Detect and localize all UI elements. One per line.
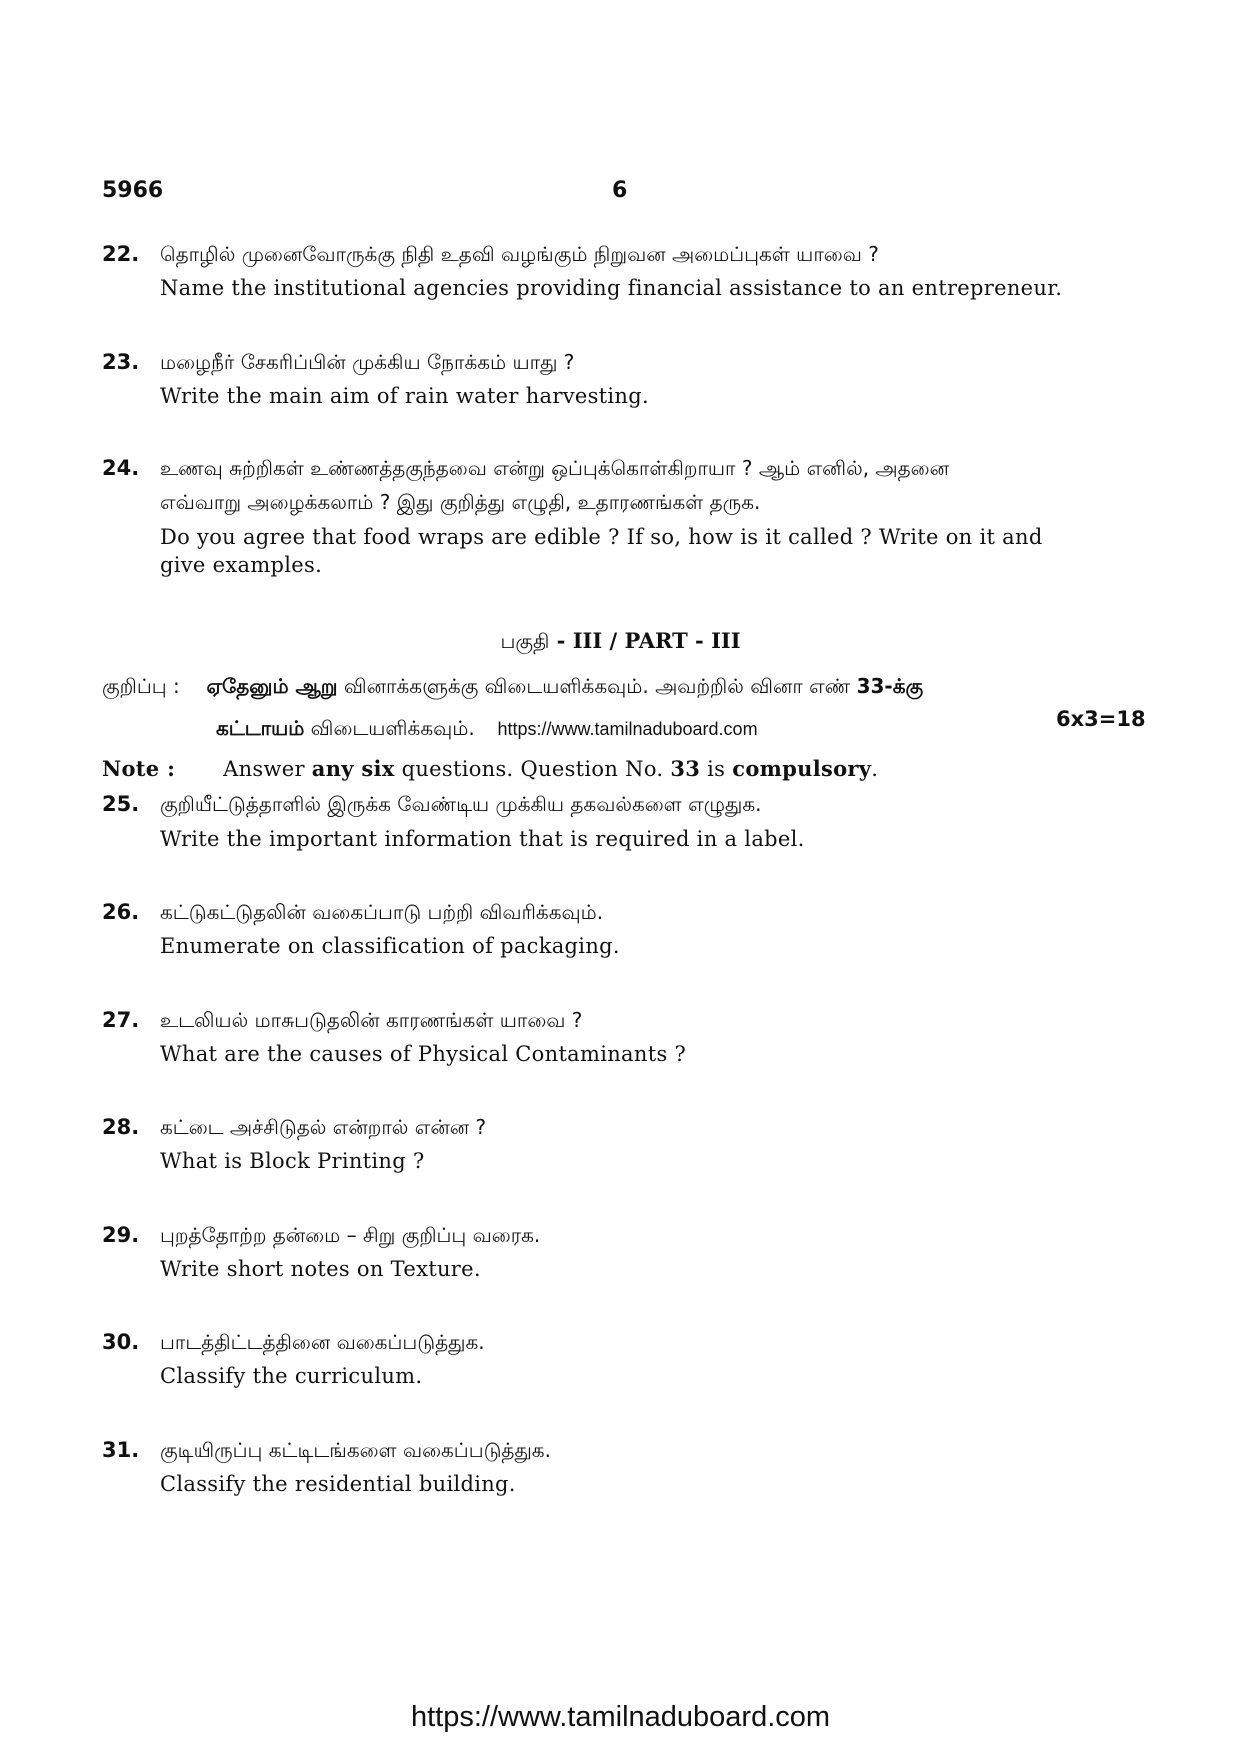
question-number: 26. <box>102 900 140 924</box>
note-text: questions. Question No. <box>394 757 671 781</box>
note-emphasis: compulsory <box>732 756 872 781</box>
note-tamil-text: விடையளிக்கவும். <box>304 716 475 740</box>
question-tamil: தொழில் முனைவோருக்கு நிதி உதவி வழங்கும் நிறுவன அமைப்புகள் யாவை ? <box>160 242 879 266</box>
question-tamil: புறத்தோற்ற தன்மை – சிறு குறிப்பு வரைக. <box>160 1223 541 1247</box>
note-text: is <box>700 757 733 781</box>
question-number: 25. <box>102 792 140 816</box>
question-tamil: உடலியல் மாசுபடுதலின் காரணங்கள் யாவை ? <box>160 1008 583 1032</box>
note-english-label: Note : <box>102 756 176 781</box>
question-number: 24. <box>102 456 140 480</box>
note-tamil-emphasis: கட்டாயம் <box>216 716 305 740</box>
question-english: Classify the residential building. <box>160 1472 516 1496</box>
question-english: What is Block Printing ? <box>160 1149 425 1173</box>
question-number: 23. <box>102 350 140 374</box>
note-tamil-line2 <box>216 716 758 743</box>
note-tamil-label: குறிப்பு : <box>102 674 180 698</box>
question-english: Name the institutional agencies providing financial assistance to an entrepreneur. <box>160 276 1063 300</box>
question-tamil: கட்டை அச்சிடுதல் என்றால் என்ன ? <box>160 1115 487 1139</box>
question-english-line: Do you agree that food wraps are edible ? If so, how is it called ? Write on it and <box>160 525 1043 549</box>
question-english: Classify the curriculum. <box>160 1364 423 1388</box>
question-number: 29. <box>102 1223 140 1247</box>
question-number: 22. <box>102 242 140 266</box>
question-tamil: குடியிருப்பு கட்டிடங்களை வகைப்படுத்துக. <box>160 1438 551 1462</box>
note-text: Answer <box>223 757 312 781</box>
question-number: 31. <box>102 1438 140 1462</box>
note-tamil-text: வினாக்களுக்கு விடையளிக்கவும். அவற்றில் வினா எண் <box>337 674 857 698</box>
note-emphasis: 33 <box>670 756 701 781</box>
question-english: Write the important information that is required in a label. <box>160 827 805 851</box>
question-tamil: கட்டுகட்டுதலின் வகைப்பாடு பற்றி விவரிக்கவும். <box>160 900 604 924</box>
question-number: 30. <box>102 1330 140 1354</box>
question-tamil: மழைநீர் சேகரிப்பின் முக்கிய நோக்கம் யாது ? <box>160 350 575 374</box>
question-tamil-line: எவ்வாறு அழைக்கலாம் ? இது குறித்து எழுதி, உதாரணங்கள் தருக. <box>160 490 761 514</box>
question-tamil-line: உணவு சுற்றிகள் உண்ணத்தகுந்தவை என்று ஒப்புக்கொள்கிறாயா ? ஆம் எனில், அதனை <box>160 456 949 480</box>
paper-code: 5966 <box>102 178 164 203</box>
question-number: 27. <box>102 1008 140 1032</box>
question-english: Write short notes on Texture. <box>160 1257 481 1281</box>
page-number: 6 <box>612 178 628 203</box>
inline-url: https://www.tamilnaduboard.com <box>497 719 758 739</box>
note-emphasis: any six <box>311 756 395 781</box>
question-number: 28. <box>102 1115 140 1139</box>
marks-allocation: 6x3=18 <box>1056 707 1146 731</box>
note-tamil-emphasis: 33-க்கு <box>856 674 924 698</box>
part-heading-tamil: பகுதி <box>500 629 550 653</box>
question-english: Enumerate on classification of packaging. <box>160 934 620 958</box>
question-english: Write the main aim of rain water harvesting. <box>160 384 649 408</box>
question-tamil: குறியீட்டுத்தாளில் இருக்க வேண்டிய முக்கிய தகவல்களை எழுதுக. <box>160 792 762 816</box>
question-tamil: பாடத்திட்டத்தினை வகைப்படுத்துக. <box>160 1330 485 1354</box>
note-tamil-emphasis: ஏதேனும் ஆறு <box>206 674 338 698</box>
note-english <box>102 756 878 781</box>
question-english: What are the causes of Physical Contaminants ? <box>160 1042 687 1066</box>
note-text: . <box>871 757 879 781</box>
note-tamil-line1 <box>102 674 923 701</box>
question-english-line: give examples. <box>160 553 323 577</box>
footer-url: https://www.tamilnaduboard.com <box>410 1701 831 1733</box>
part-heading <box>0 628 1241 656</box>
part-heading-label: - III / PART - III <box>549 628 741 653</box>
